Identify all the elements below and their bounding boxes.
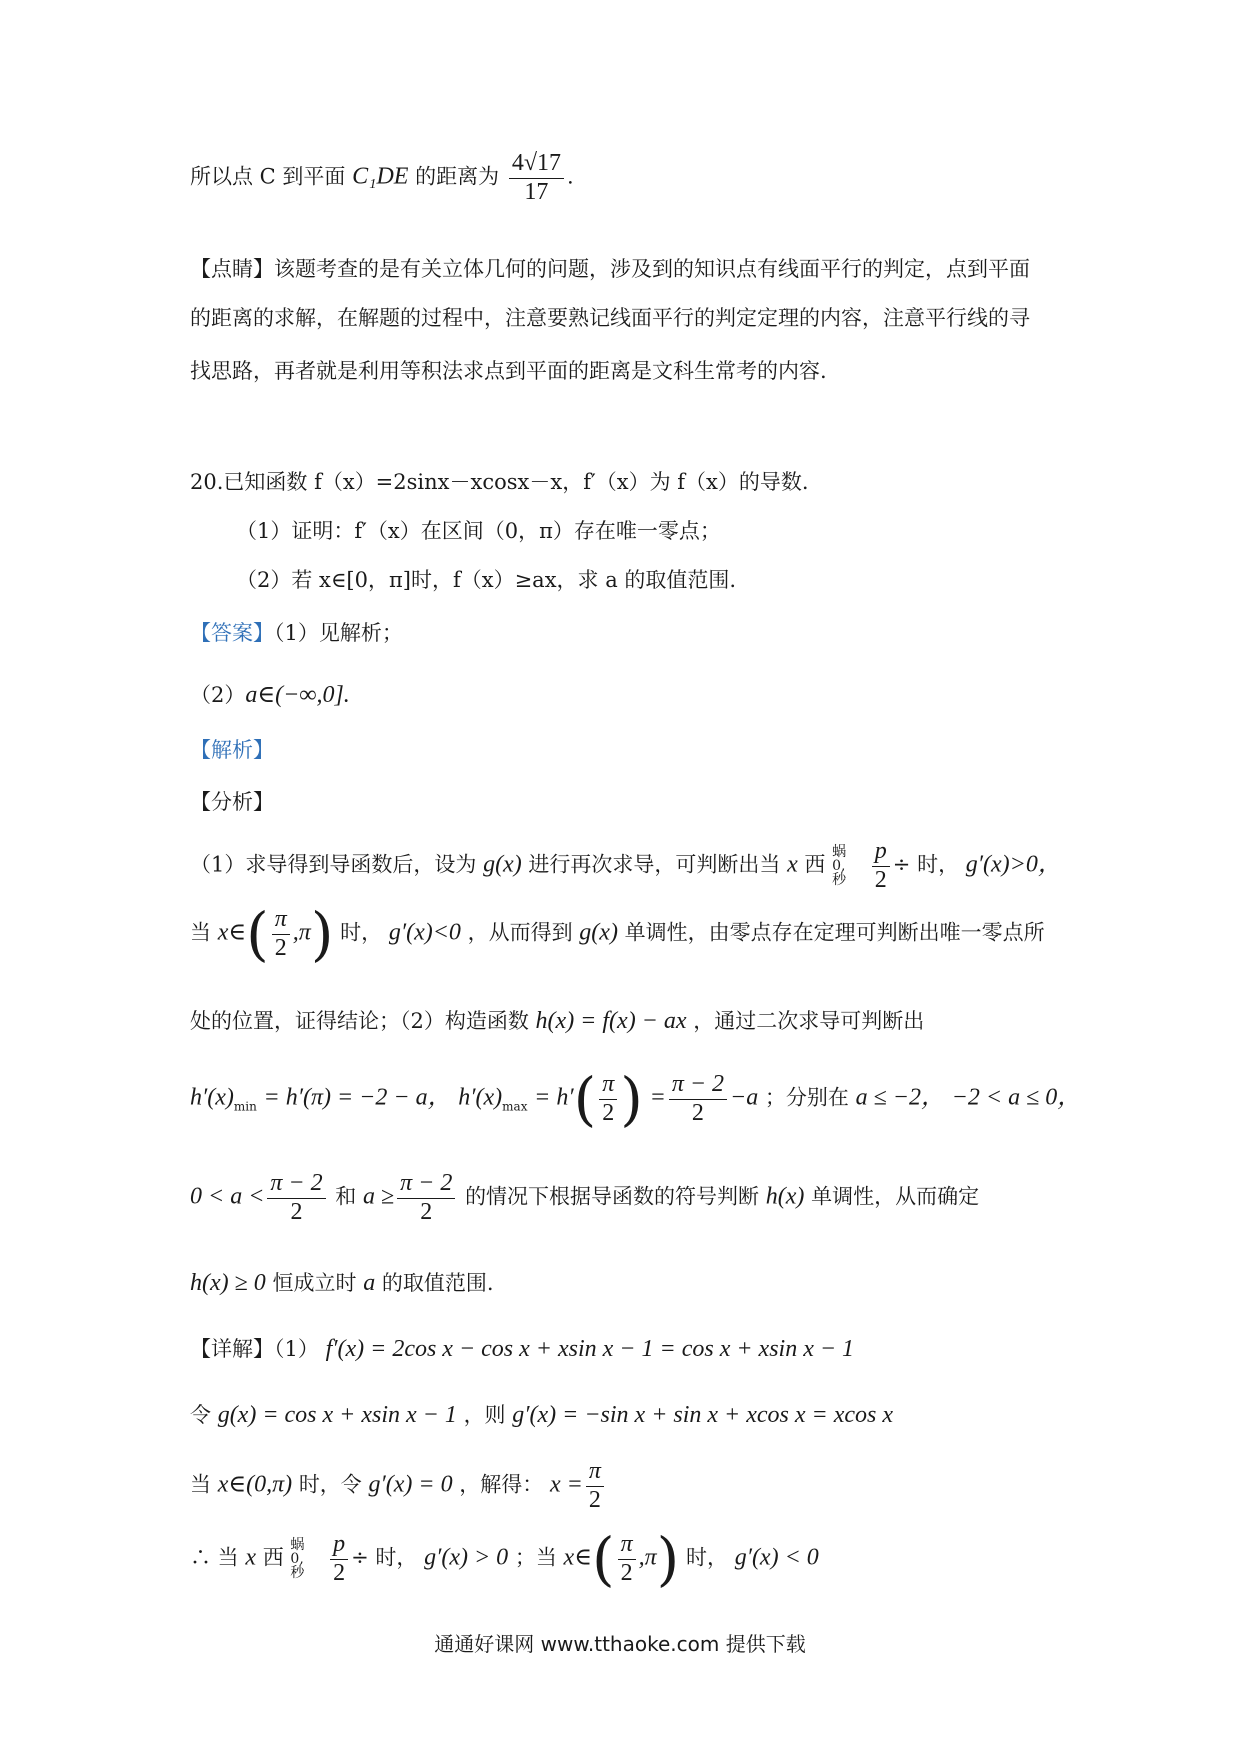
text: 的距离为 (415, 164, 500, 189)
answer-tag: 【答案】 (190, 621, 274, 645)
garbled-interval: 蜗 0, 秒 (290, 1537, 305, 1581)
detail-line-1: 【详解】（1） f′(x) = 2cos x − cos x + xsin x − 1 = cos x + xsin x − 1 (190, 1336, 855, 1362)
detail-line-4: ∴ 当 x 西 蜗 0, 秒 $\frac{p}{2}$ ÷ 时， g′(x) > 0 ；当 x∈( $\frac{\pi}{2}$ ,π) 时， g′(x) < 0 (190, 1525, 819, 1593)
problem-20-part2: （2）若 x∈[0，π]时，f（x）≥ax，求 a 的取值范围. (236, 568, 737, 592)
comment-line-2: 的距离的求解，在解题的过程中，注意要熟记线面平行的判定定理的内容，注意平行线的寻 (190, 306, 1030, 330)
distance-fraction: $\frac{4√17}{17}$ (509, 150, 564, 206)
conclusion-line: 所以点 C 到平面 C₁DE 的距离为 $\frac{4√17}{17}$ . (190, 150, 574, 205)
analysis-line-1: （1）求导得到导函数后，设为 g(x) 进行再次求导，可判断出当 x 西 蜗 0, 秒 $\frac{p}{2}$ ÷ 时， g′(x)>0， (190, 838, 1062, 893)
analysis-line-2: 当 x∈( $\frac{\pi}{2}$ ,π) 时， g′(x)<0 ，从而得到 g(x) 单调性，由零点存在定理可判断出唯一零点所 (190, 900, 1045, 968)
detail-line-3: 当 x∈(0,π) 时，令 g′(x) = 0 ，解得： x = $\frac{\pi}{2}$ (190, 1458, 1060, 1514)
plane-name: C₁DE (352, 163, 409, 190)
comment-line-3: 找思路，再者就是利用等积法求点到平面的距离是文科生常考的内容. (190, 359, 827, 383)
problem-20-title: 20.已知函数 f（x）=2sinx－xcosx－x，f′（x）为 f（x）的导数. (190, 470, 809, 494)
analysis-tag: 【解析】 (190, 738, 274, 762)
page-footer: 通通好课网 www.tthaoke.com 提供下载 (434, 1632, 806, 1656)
garbled-interval: 蜗 0, 秒 (832, 844, 847, 889)
problem-20-part1: （1）证明：f′（x）在区间（0，π）存在唯一零点； (236, 519, 721, 543)
analysis-subtag: 【分析】 (190, 790, 274, 814)
answer-line-1: 【答案】（1）见解析； (190, 621, 403, 645)
text: 所以点 C 到平面 (190, 164, 346, 189)
analysis-line-5: 0 < a < $\frac{\pi - 2}{2}$ 和 a ≥ $\frac{\pi - 2}{2}$ 的情况下根据导函数的符号判断 h(x) 单调性，从而确定 (190, 1170, 980, 1225)
detail-line-2: 令 g(x) = cos x + xsin x − 1 ，则 g′(x) = −sin x + sin x + xcos x = xcos x (190, 1402, 894, 1428)
analysis-line-4: $h'(x)_{min} = h'(\pi) = -2 - a$， $h'(x)_{max} = h'$( $\frac{\pi}{2}$ ) = $\frac{\pi - 2}{2}$ −a ；分别在 a ≤ −2， −2 < a ≤ 0， (190, 1065, 1082, 1133)
comment-line-1: 【点睛】该题考查的是有关立体几何的问题，涉及到的知识点有线面平行的判定，点到平面 (190, 257, 1030, 281)
analysis-line-3: 处的位置，证得结论；（2）构造函数 h(x) = f(x) − ax ，通过二次求导可判断出 (190, 1008, 925, 1034)
analysis-line-6: h(x) ≥ 0 恒成立时 a 的取值范围. (190, 1270, 494, 1296)
answer-line-2: （2）a∈(−∞,0]. (190, 682, 350, 708)
